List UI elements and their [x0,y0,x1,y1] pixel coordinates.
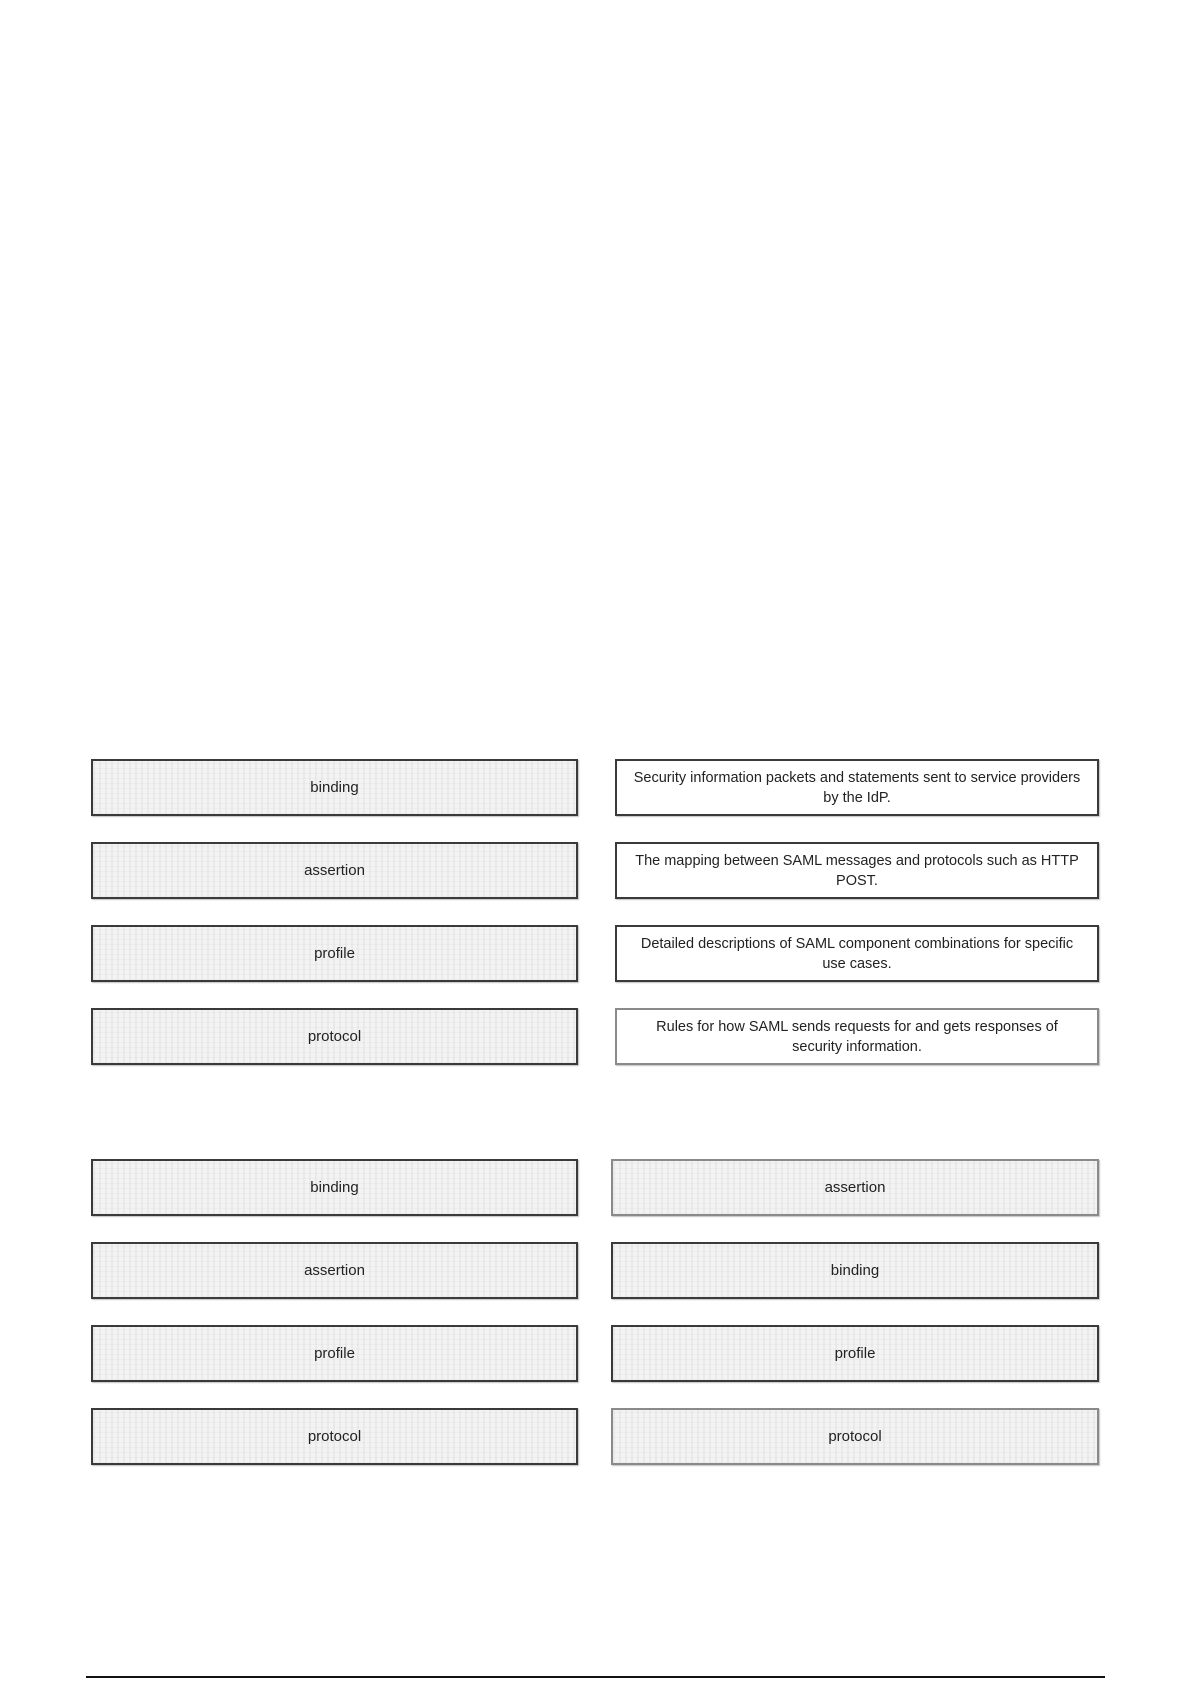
question-term-binding[interactable]: binding [91,759,578,816]
question-term-protocol[interactable]: protocol [91,1008,578,1065]
answer-term-protocol[interactable]: protocol [91,1408,578,1465]
answer-target-protocol[interactable]: protocol [611,1408,1099,1465]
answer-term-profile[interactable]: profile [91,1325,578,1382]
footer-divider [86,1676,1105,1678]
answer-target-binding[interactable]: binding [611,1242,1099,1299]
question-description-1[interactable]: Security information packets and statements sent to service providers by the IdP. [615,759,1099,816]
question-description-2[interactable]: The mapping between SAML messages and protocols such as HTTP POST. [615,842,1099,899]
question-term-assertion[interactable]: assertion [91,842,578,899]
question-term-profile[interactable]: profile [91,925,578,982]
answer-term-assertion[interactable]: assertion [91,1242,578,1299]
answer-target-assertion[interactable]: assertion [611,1159,1099,1216]
answer-term-binding[interactable]: binding [91,1159,578,1216]
answer-target-profile[interactable]: profile [611,1325,1099,1382]
question-description-3[interactable]: Detailed descriptions of SAML component combinations for specific use cases. [615,925,1099,982]
question-description-4[interactable]: Rules for how SAML sends requests for and gets responses of security information. [615,1008,1099,1065]
